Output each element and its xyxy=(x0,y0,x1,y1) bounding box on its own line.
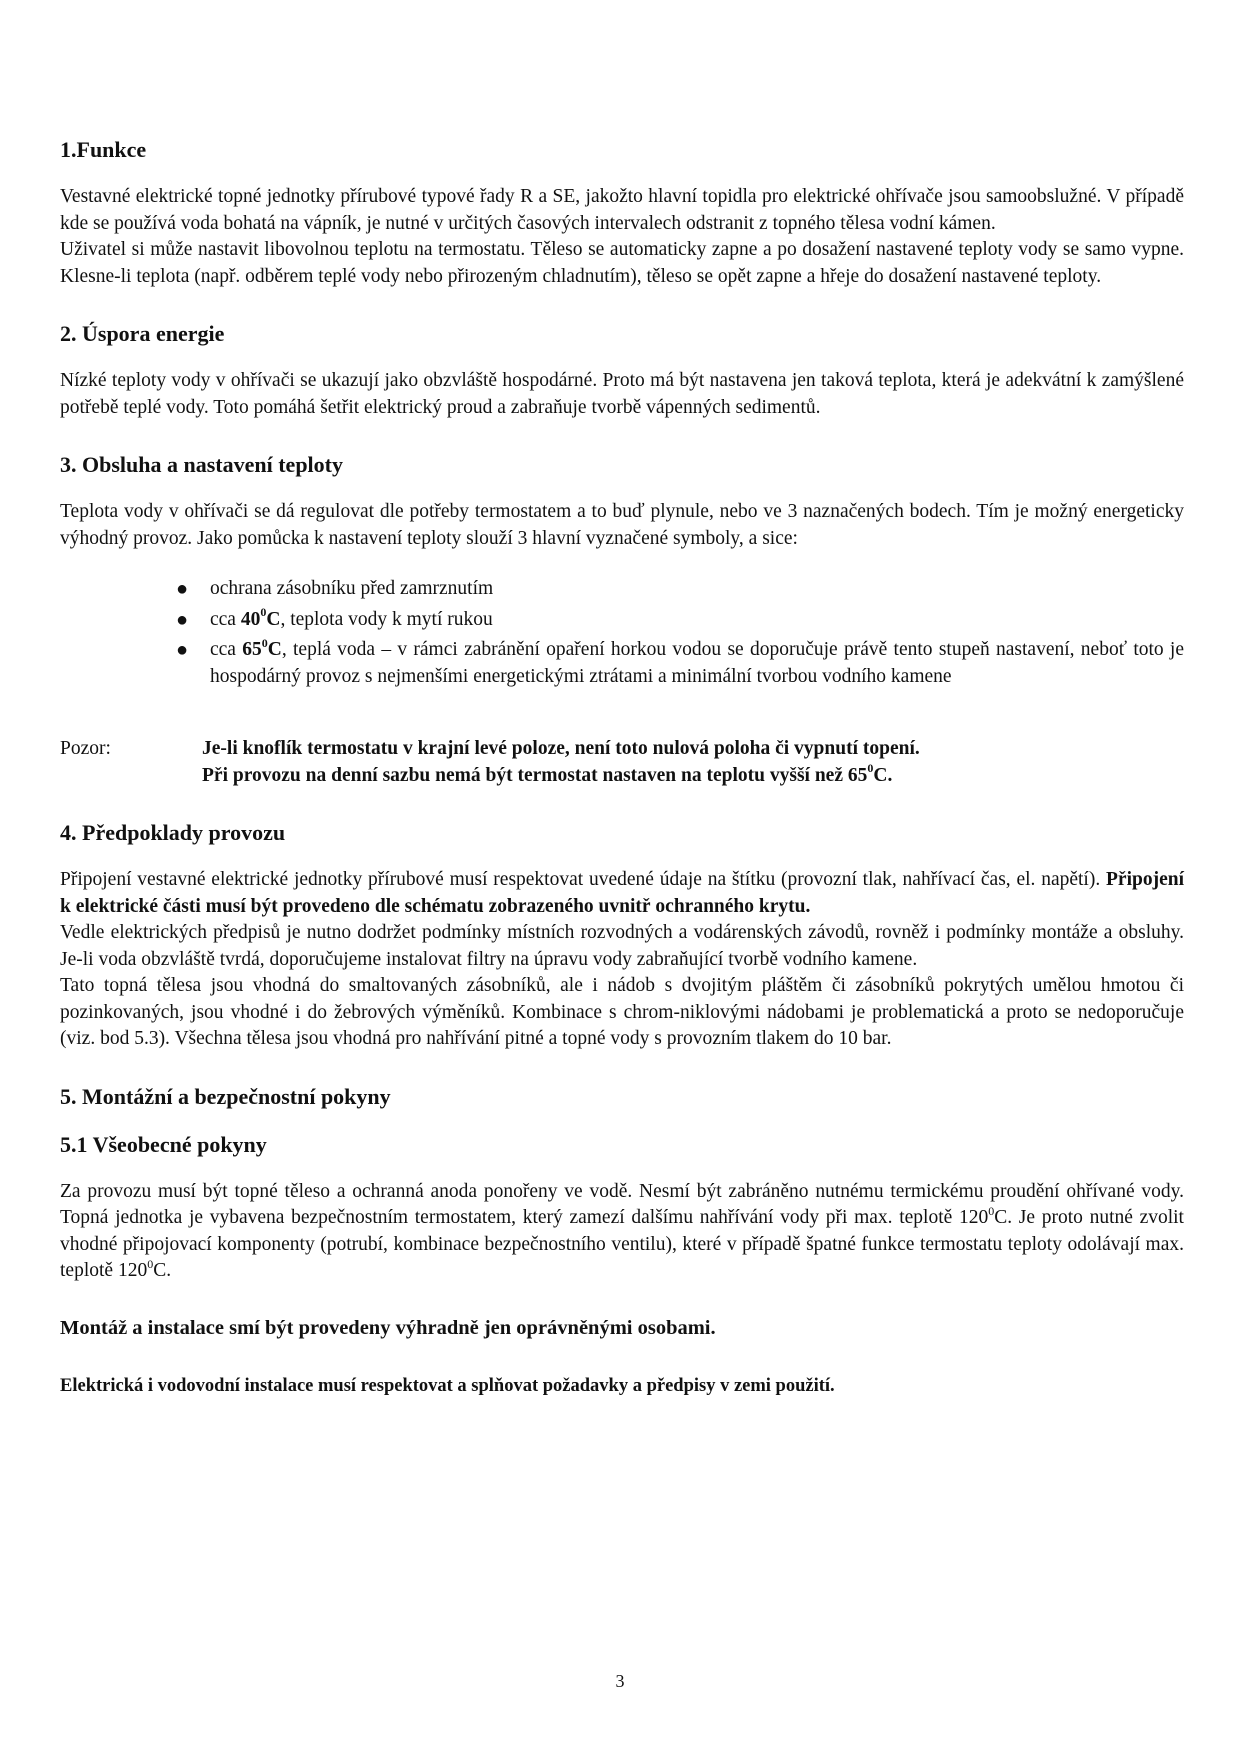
warning-label: Pozor: xyxy=(60,738,111,759)
paragraph: Připojení vestavné elektrické jednotky přírubové musí respektovat uvedené údaje na štítku (provozní tlak, nahřívací čas, el. napětí). Připojení k elektrické části musí být provedeno dle schématu zobrazeného uvnitř ochranného krytu. xyxy=(60,869,1184,917)
bullet-icon: ● xyxy=(176,639,189,661)
document-page xyxy=(60,136,1184,1400)
paragraph: Vedle elektrických předpisů je nutno dodržet podmínky místních rozvodných a vodárenských závodů, rovněž i podmínky montáže a obsluhy. Je-li voda obzvláště tvrdá, doporučujeme instalovat filtry na úpravu vody zabraňující tvorbě vodního kamene. xyxy=(60,922,1184,970)
paragraph: Uživatel si může nastavit libovolnou teplotu na termostatu. Těleso se automaticky zapne a po dosažení nastavené teploty vody se samo vypne. Klesne-li teplota (např. odběrem teplé vody nebo přirozeným chladnutím), těleso se opět zapne a hřeje do dosažení nastavené teploty. xyxy=(60,239,1184,287)
paragraph: Nízké teploty vody v ohřívači se ukazují jako obzvláště hospodárné. Proto má být nastavena jen taková teplota, která je adekvátní k zamýšlené potřebě teplé vody. Toto pomáhá šetřit elektrický proud a zabraňuje tvorbě vápenných sedimentů. xyxy=(60,370,1184,418)
bullet-icon: ● xyxy=(176,578,189,600)
section-title: 5. Montážní a bezpečnostní pokyny xyxy=(60,1083,391,1109)
bullet-icon: ● xyxy=(176,608,189,631)
list-item: ● cca $40^0C$, teplota vody k mytí rukou xyxy=(174,607,1184,634)
warning-body: Je-li knoflík termostatu v krajní levé poloze, není toto nulová poloha či vypnutí topení. Při provozu na denní sazbu nemá být termostat nastaven na teplotu vyšší než $65^0C$. xyxy=(202,738,920,786)
list-item: ● ochrana zásobníku před zamrznutím xyxy=(174,576,1184,603)
section-title: 2. Úspora energie xyxy=(60,321,225,346)
paragraph: Vestavné elektrické topné jednotky přírubové typové řady R a SE, jakožto hlavní topidla pro elektrické ohřívače jsou samoobslužné. V případě kde se používá voda bohatá na vápník, je nutné v určitých časových intervalech odstranit z topného tělesa vodní kámen. xyxy=(60,186,1184,234)
important-notice: Elektrická i vodovodní instalace musí respektovat a splňovat požadavky a předpisy v zemi použití. xyxy=(60,1376,835,1396)
paragraph: Za provozu musí být topné těleso a ochranná anoda ponořeny ve vodě. Nesmí být zabráněno nutnému termickému proudění ohřívané vody. Topná jednotka je vybavena bezpečnostním termostatem, který zamezí dalšímu nahřívání vody při max. teplotě $120^0C$. Je proto nutné zvolit vhodné připojovací komponenty (potrubí, kombinace bezpečnostního ventilu), které v případě špatné funkce termostatu teploty odolávají max. teplotě $120^0C$. xyxy=(60,1180,1184,1281)
paragraph: Teplota vody v ohřívači se dá regulovat dle potřeby termostatem a to buď plynule, nebo ve 3 naznačených bodech. Tím je možný energeticky výhodný provoz. Jako pomůcka k nastavení teploty slouží 3 hlavní vyznačené symboly, a sice: xyxy=(60,501,1184,549)
warning-note xyxy=(60,736,1184,789)
section-title: 3. Obsluha a nastavení teploty xyxy=(60,452,343,477)
section-title: 4. Předpoklady provozu xyxy=(60,820,286,845)
bullet-list xyxy=(60,576,1184,690)
section-prerequisites xyxy=(60,819,1184,1053)
important-notice: Montáž a instalace smí být provedeny výhradně jen oprávněnými osobami. xyxy=(60,1316,716,1339)
paragraph: Tato topná tělesa jsou vhodná do smaltovaných zásobníků, ale i nádob s dvojitým pláštěm či zásobníků pokrytých umělou hmotou či pozinkovaných, jsou vhodné i do žebrových výměníků. Kombinace s chrom-niklovými nádobami je problematická a proto se nedoporučuje (viz. bod 5.3). Všechna tělesa jsou vhodná pro nahřívání pitné a topné vody s provozním tlakem do 10 bar. xyxy=(60,975,1184,1049)
section-operation xyxy=(60,451,1184,690)
section-energy-saving xyxy=(60,320,1184,421)
section-title: 1.Funkce xyxy=(60,137,147,162)
list-item: ● cca $65^0C$, teplá voda – v rámci zabránění opaření horkou vodou se doporučuje právě tento stupeň nastavení, neboť toto je hospodárný provoz s nejmenšími energetickými ztrátami a minimální tvorbou vodního kamene xyxy=(176,635,1185,687)
section-installation xyxy=(60,1083,1184,1400)
subsection-title: 5.1 Všeobecné pokyny xyxy=(60,1131,267,1157)
page-number: 3 xyxy=(615,1671,625,1691)
section-function xyxy=(60,136,1184,290)
